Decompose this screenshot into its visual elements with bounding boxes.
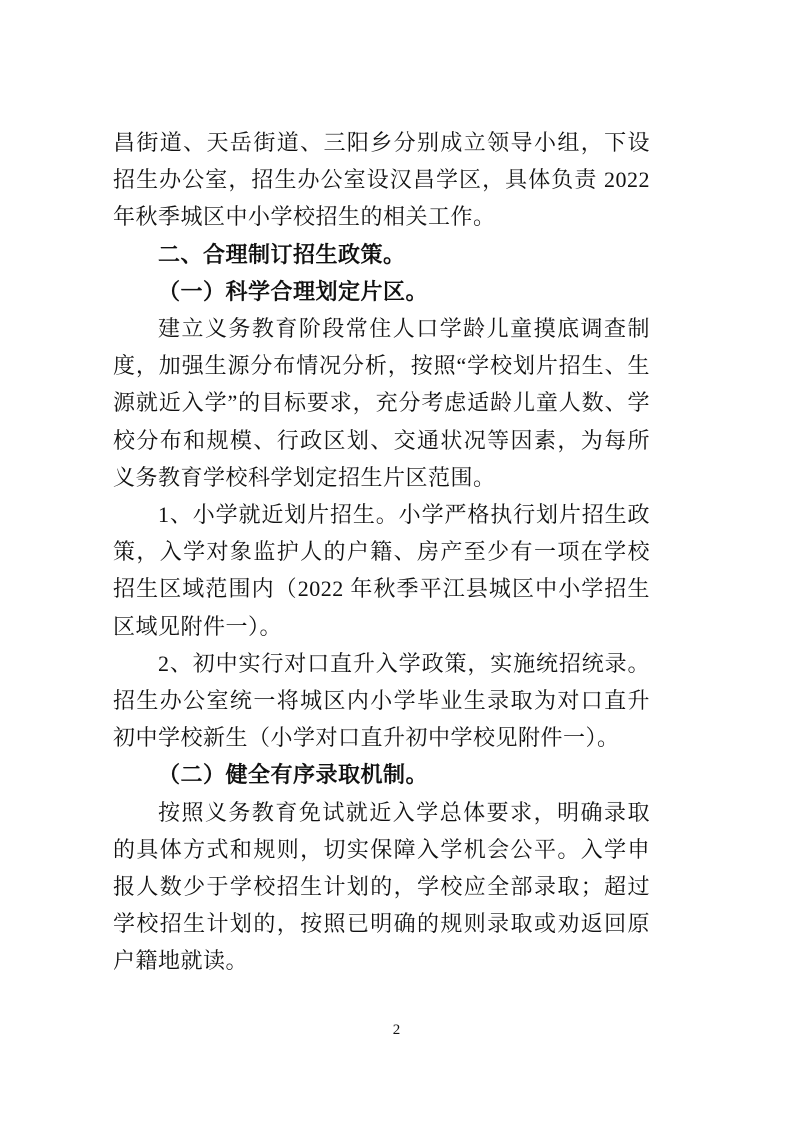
heading-subsection-2: （二）健全有序录取机制。 xyxy=(158,762,429,788)
heading-section-2: 二、合理制订招生政策。 xyxy=(158,241,406,267)
document-body xyxy=(113,124,650,980)
page-number: 2 xyxy=(392,1022,401,1038)
paragraph-admission-rules: 按照义务教育免试就近入学总体要求，明确录取的具体方式和规则，切实保障入学机会公平。入学申报人数少于学校招生计划的，学校应全部录取；超过学校招生计划的，按照已明确的规则录取或劝返回原户籍地就读。 xyxy=(113,799,650,974)
heading-subsection-1: （一）科学合理划定片区。 xyxy=(158,278,429,304)
paragraph-primary-school-zoning: 1、小学就近划片招生。小学严格执行划片招生政策，入学对象监护人的户籍、房产至少有一项在学校招生区域范围内（2022 年秋季平江县城区中小学招生区域见附件一）。 xyxy=(113,502,650,639)
paragraph-middle-school-promotion: 2、初中实行对口直升入学政策，实施统招统录。招生办公室统一将城区内小学毕业生录取为对口直升初中学校新生（小学对口直升初中学校见附件一）。 xyxy=(113,650,650,751)
paragraph-continued: 昌街道、天岳街道、三阳乡分别成立领导小组，下设招生办公室，招生办公室设汉昌学区，具体负责 2022 年秋季城区中小学校招生的相关工作。 xyxy=(113,130,650,230)
paragraph-survey-system: 建立义务教育阶段常住人口学龄儿童摸底调查制度，加强生源分布情况分析，按照“学校划片招生、生源就近入学”的目标要求，充分考虑适龄儿童人数、学校分布和规模、行政区划、交通状况等因素，为每所义务教育学校科学划定招生片区范围。 xyxy=(113,316,650,490)
